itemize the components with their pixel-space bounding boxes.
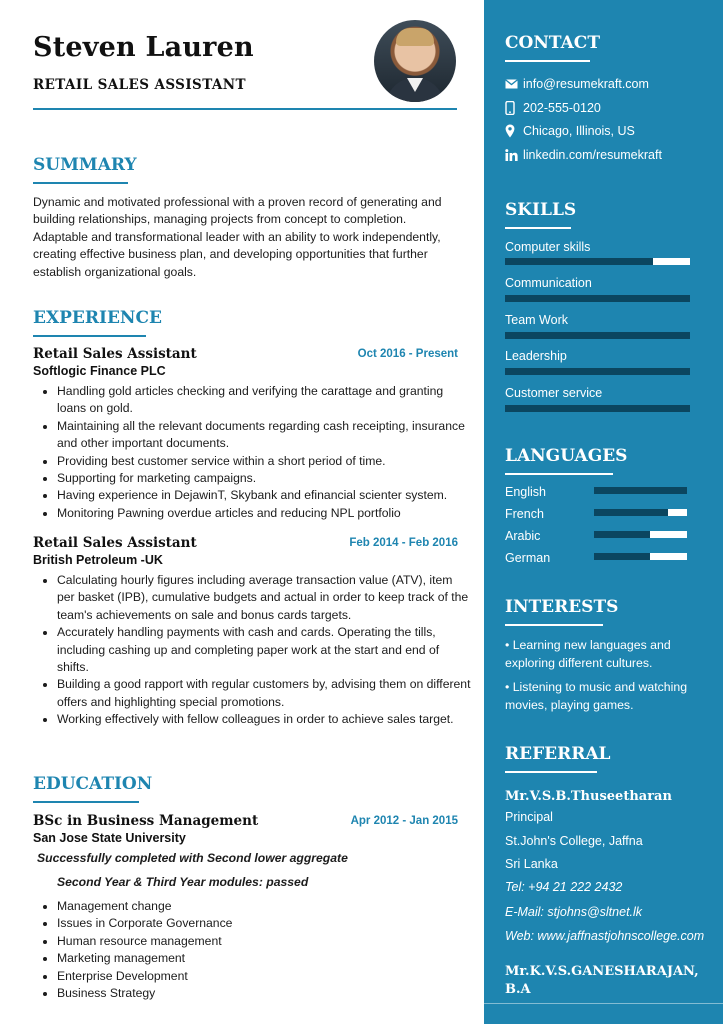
skill-bar (505, 405, 690, 412)
language-label: English (505, 485, 546, 499)
referral-rule (505, 771, 597, 773)
summary-rule (33, 182, 128, 184)
referee-role: Principal (505, 810, 553, 824)
contact-linkedin[interactable] (505, 148, 662, 162)
skill-bar (505, 332, 690, 339)
degree-title: BSc in Business Management (33, 813, 259, 829)
phone-text: 202-555-0120 (523, 101, 601, 115)
education-rule (33, 801, 139, 803)
referee-name: Mr.V.S.B.Thuseetharan (505, 789, 672, 804)
list-item: • Maintaining all the relevant documents regarding cash receipting, insurance and other important documents. (57, 418, 472, 453)
job-bullets (38, 572, 472, 729)
sidebar (484, 0, 723, 1024)
skill-bar (505, 368, 690, 375)
linkedin-text: linkedin.com/resumekraft (523, 148, 662, 162)
language-bar (594, 553, 687, 560)
skills-heading: SKILLS (505, 200, 577, 220)
degree-date: Apr 2012 - Jan 2015 (350, 815, 458, 827)
list-item: • Marketing management (57, 950, 472, 967)
job-company: British Petroleum -UK (33, 553, 163, 567)
contact-location (505, 124, 635, 138)
linkedin-icon (505, 149, 523, 161)
list-item: • Working effectively with fellow colleagues in order to achieve sales target. (57, 711, 472, 728)
list-item: • Accurately handling payments with cash and cards. Operating the tills, including cashing up and completing paper work at the start and end of shifts. (57, 624, 472, 676)
referee-email[interactable]: E-Mail: stjohns@sltnet.lk (505, 905, 643, 919)
candidate-title: RETAIL SALES ASSISTANT (33, 77, 246, 93)
profile-photo (374, 20, 456, 102)
header-divider (33, 108, 457, 110)
phone-icon (505, 101, 523, 115)
job-title: Retail Sales Assistant (33, 535, 197, 551)
contact-phone[interactable] (505, 101, 601, 115)
experience-heading: EXPERIENCE (33, 308, 162, 328)
language-bar (594, 531, 687, 538)
job-title: Retail Sales Assistant (33, 346, 197, 362)
language-bar-fill (594, 553, 650, 560)
language-bar-fill (594, 509, 668, 516)
map-pin-icon (505, 124, 523, 138)
referee-org: St.John's College, Jaffna (505, 834, 643, 848)
candidate-name: Steven Lauren (33, 32, 254, 63)
sidebar-divider (484, 1003, 723, 1004)
job-bullets (38, 383, 472, 522)
list-item: • Human resource management (57, 933, 472, 950)
skill-bar-fill (505, 405, 690, 412)
interest-item: • Learning new languages and exploring different cultures. (505, 638, 671, 670)
language-bar (594, 509, 687, 516)
experience-rule (33, 335, 146, 337)
skill-bar-fill (505, 295, 690, 302)
job-company: Softlogic Finance PLC (33, 364, 166, 378)
list-item: • Supporting for marketing campaigns. (57, 470, 472, 487)
summary-heading: SUMMARY (33, 155, 137, 175)
envelope-icon (505, 79, 523, 89)
list-item: • Building a good rapport with regular customers by, advising them on different offers and highlighting special promotions. (57, 676, 472, 711)
contact-heading: CONTACT (505, 33, 600, 53)
interests-rule (505, 624, 603, 626)
language-label: French (505, 507, 544, 521)
interest-item: • Listening to music and watching movies, playing games. (505, 680, 688, 712)
list-item: • Monitoring Pawning overdue articles and reducing NPL portfolio (57, 505, 472, 522)
language-bar-fill (594, 487, 687, 494)
skill-bar (505, 258, 690, 265)
list-item: • Business Strategy (57, 985, 472, 1002)
skill-label: Computer skills (505, 240, 591, 254)
summary-text: Dynamic and motivated professional with a proven record of generating and building relationships, managing projects from concept to completion. Adaptable and transformational leader with an ability to work independently, creating effective business plan, and developing opportunities that further establish organizational goals. (33, 195, 442, 279)
module-list (38, 898, 472, 1002)
skill-label: Leadership (505, 349, 567, 363)
language-label: German (505, 551, 551, 565)
contact-rule (505, 60, 590, 62)
referee-name: Mr.K.V.S.GANESHARAJAN, B.A (505, 964, 699, 997)
contact-email[interactable] (505, 77, 649, 91)
skill-bar-fill (505, 368, 690, 375)
list-item: • Management change (57, 898, 472, 915)
skill-label: Team Work (505, 313, 568, 327)
location-text: Chicago, Illinois, US (523, 124, 635, 138)
skill-bar-fill (505, 332, 690, 339)
interests-heading: INTERESTS (505, 597, 619, 617)
language-label: Arabic (505, 529, 541, 543)
list-item: • Providing best customer service within a short period of time. (57, 453, 472, 470)
skill-bar-fill (505, 258, 653, 265)
skill-label: Customer service (505, 386, 603, 400)
languages-heading: LANGUAGES (505, 446, 628, 466)
education-heading: EDUCATION (33, 774, 153, 794)
skills-rule (505, 227, 571, 229)
referee-country: Sri Lanka (505, 857, 558, 871)
list-item: • Having experience in DejawinT, Skybank and efinancial scienter system. (57, 487, 472, 504)
school-name: San Jose State University (33, 831, 186, 845)
languages-rule (505, 473, 613, 475)
skill-label: Communication (505, 276, 592, 290)
education-note: Second Year & Third Year modules: passed (57, 875, 309, 889)
language-bar-fill (594, 531, 650, 538)
list-item: • Handling gold articles checking and verifying the carattage and granting loans on gold. (57, 383, 472, 418)
list-item: • Calculating hourly figures including average transaction value (ATV), item per basket (IPB), cumulative budgets and actual in order to keep track of the team's achievements on sale and bonus cards targets. (57, 572, 472, 624)
referee-web[interactable]: Web: www.jaffnastjohnscollege.com (505, 929, 705, 943)
job-date: Oct 2016 - Present (357, 348, 458, 360)
skill-bar (505, 295, 690, 302)
job-date: Feb 2014 - Feb 2016 (349, 537, 458, 549)
referral-heading: REFERRAL (505, 744, 611, 764)
language-bar (594, 487, 687, 494)
referee-tel: Tel: +94 21 222 2432 (505, 880, 623, 894)
education-note: Successfully completed with Second lower aggregate (37, 851, 348, 865)
email-text: info@resumekraft.com (523, 77, 649, 91)
list-item: • Issues in Corporate Governance (57, 915, 472, 932)
list-item: • Enterprise Development (57, 968, 472, 985)
